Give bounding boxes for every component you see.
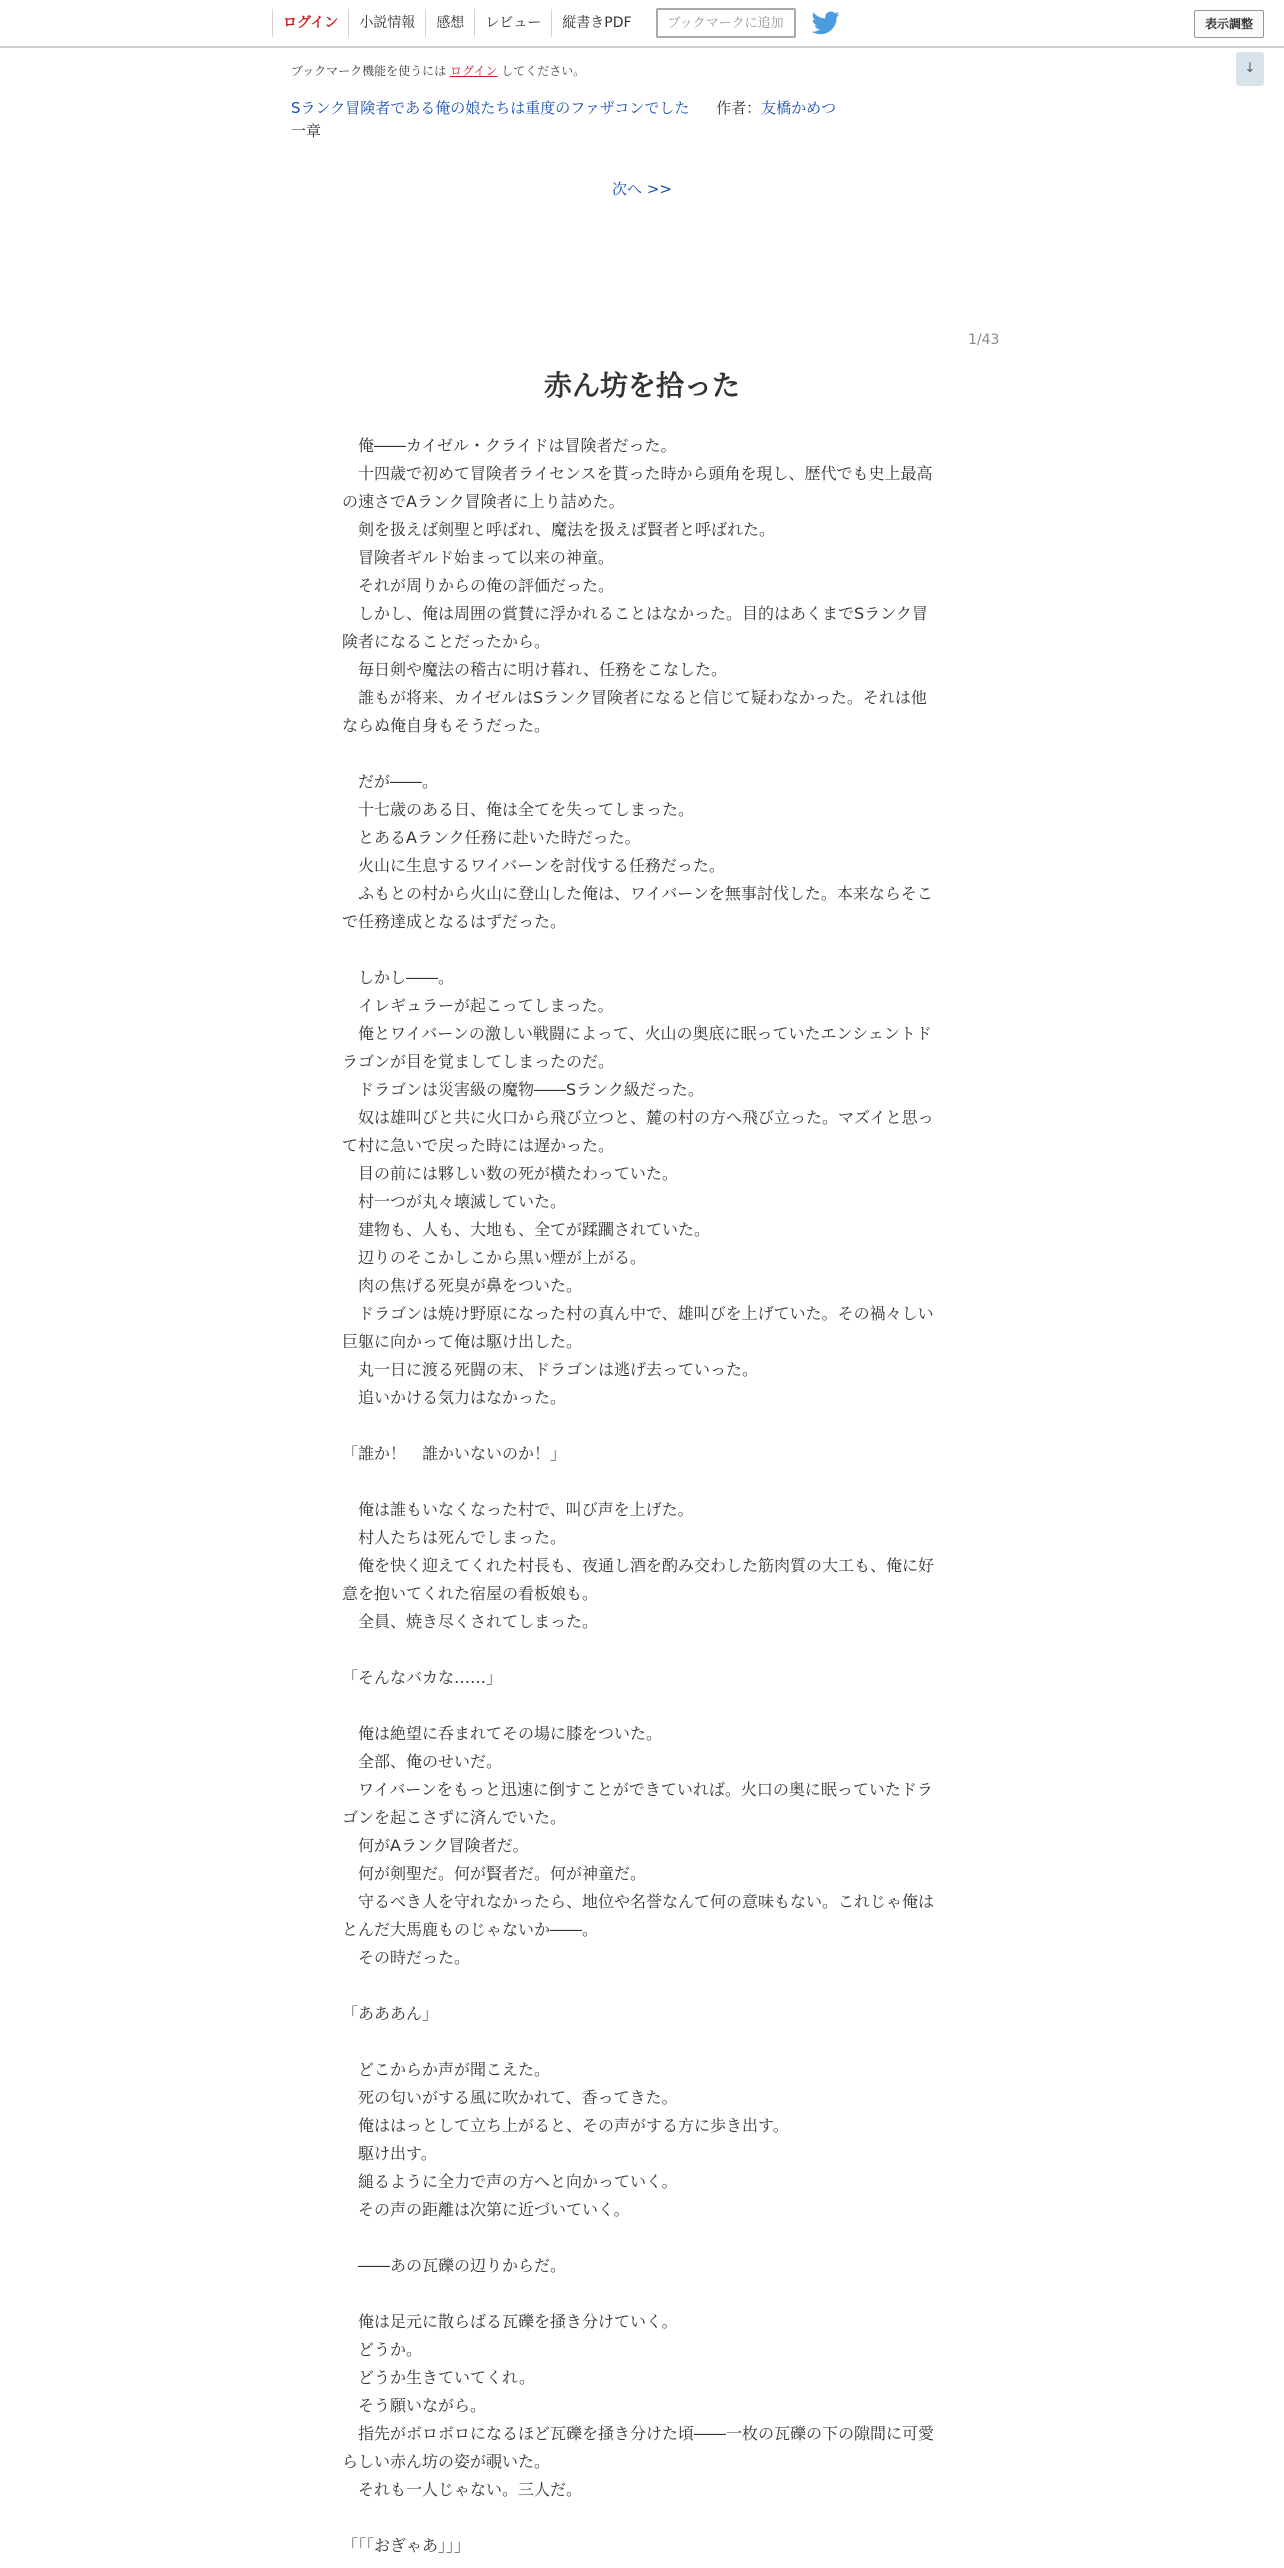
body-line: ドラゴンは災害級の魔物――Sランク級だった。 xyxy=(342,1080,704,1099)
bookmark-notice-prefix: ブックマーク機能を使うには xyxy=(291,64,447,78)
body-line: 俺は足元に散らばる瓦礫を掻き分けていく。 xyxy=(342,2312,678,2331)
body-line xyxy=(342,740,942,768)
body-line: 俺を快く迎えてくれた村長も、夜通し酒を酌み交わした筋肉質の大工も、俺に好 xyxy=(342,1556,935,1575)
body-line: 何が剣聖だ。何が賢者だ。何が神童だ。 xyxy=(342,1864,647,1883)
body-line: その声の距離は次第に近づいていく。 xyxy=(342,2200,630,2219)
body-line: 追いかける気力はなかった。 xyxy=(342,1388,567,1407)
body-line: 意を抱いてくれた宿屋の看板娘も。 xyxy=(342,1584,599,1603)
author-label: 作者： xyxy=(716,99,762,117)
body-line: らしい赤ん坊の姿が覗いた。 xyxy=(342,2452,551,2471)
body-line: の速さでAランク冒険者に上り詰めた。 xyxy=(342,492,625,511)
twitter-bird-svg xyxy=(812,11,840,35)
body-line: 村一つが丸々壊滅していた。 xyxy=(342,1192,567,1211)
body-line: 全員、焼き尽くされてしまった。 xyxy=(342,1612,599,1631)
body-line: 守るべき人を守れなかったら、地位や名誉なんて何の意味もない。これじゃ俺は xyxy=(342,1892,935,1911)
body-line: とんだ大馬鹿ものじゃないか――。 xyxy=(342,1920,599,1939)
body-line: 駆け出す。 xyxy=(342,2144,437,2163)
body-line xyxy=(342,1468,942,1496)
body-line xyxy=(342,1636,942,1664)
body-line: 丸一日に渡る死闘の末、ドラゴンは逃げ去っていった。 xyxy=(342,1360,759,1379)
body-line: 冒険者ギルド始まって以来の神童。 xyxy=(342,548,614,567)
body-line: 十七歳のある日、俺は全てを失ってしまった。 xyxy=(342,800,695,819)
body-line xyxy=(342,1972,942,2000)
body-line: 奴は雄叫びと共に火口から飛び立つと、麓の村の方へ飛び立った。マズイと思っ xyxy=(342,1108,934,1127)
body-line: ならぬ俺自身もそうだった。 xyxy=(342,716,551,735)
body-line: ワイバーンをもっと迅速に倒すことができていれば。火口の奥に眠っていたドラ xyxy=(342,1780,933,1799)
body-line: どうか。 xyxy=(342,2340,423,2359)
body-line xyxy=(342,1412,942,1440)
body-line xyxy=(342,2224,942,2252)
twitter-icon[interactable] xyxy=(812,11,840,35)
series-title-link[interactable]: Sランク冒険者である俺の娘たちは重度のファザコンでした xyxy=(291,99,690,117)
body-line: 剣を扱えば剣聖と呼ばれ、魔法を扱えば賢者と呼ばれた。 xyxy=(342,520,775,539)
body-line xyxy=(342,936,942,964)
body-line: とあるAランク任務に赴いた時だった。 xyxy=(342,828,641,847)
nav-vertical-pdf-link[interactable]: 縦書きPDF xyxy=(551,9,641,37)
add-bookmark-button[interactable]: ブックマークに追加 xyxy=(656,8,796,38)
body-line: 肉の焦げる死臭が鼻をついた。 xyxy=(342,1276,583,1295)
body-line: イレギュラーが起こってしまった。 xyxy=(342,996,614,1015)
body-line: しかし、俺は周囲の賞賛に浮かれることはなかった。目的はあくまでSランク冒 xyxy=(342,604,928,623)
novel-meta xyxy=(291,97,836,118)
body-line: その時だった。 xyxy=(342,1948,471,1967)
body-line: 俺とワイバーンの激しい戦闘によって、火山の奥底に眠っていたエンシェントド xyxy=(342,1024,932,1043)
body-line: 辺りのそこかしこから黒い煙が上がる。 xyxy=(342,1248,647,1267)
page-indicator: 1/43 xyxy=(968,332,1000,348)
novel-body xyxy=(342,432,942,2560)
body-line xyxy=(342,2504,942,2532)
body-line: て村に急いで戻った時には遅かった。 xyxy=(342,1136,615,1155)
body-line: それも一人じゃない。三人だ。 xyxy=(342,2480,583,2499)
body-line: それが周りからの俺の評価だった。 xyxy=(342,576,615,595)
body-line: ふもとの村から火山に登山した俺は、ワイバーンを無事討伐した。本来ならそこ xyxy=(342,884,933,903)
bookmark-notice-login-link[interactable]: ログイン xyxy=(450,64,498,78)
bookmark-notice xyxy=(291,62,585,79)
body-line: 俺ははっとして立ち上がると、その声がする方に歩き出す。 xyxy=(342,2116,789,2135)
body-line: 「あああん」 xyxy=(342,2004,439,2023)
nav-impressions-link[interactable]: 感想 xyxy=(425,9,474,37)
body-line: ゴンを起こさずに済んでいた。 xyxy=(342,1808,567,1827)
body-line: 縋るように全力で声の方へと向かっていく。 xyxy=(342,2172,678,2191)
body-line: しかし――。 xyxy=(342,968,455,987)
chapter-title: 一章 xyxy=(291,122,322,140)
body-line: 何がAランク冒険者だ。 xyxy=(342,1836,529,1855)
body-line: だが――。 xyxy=(342,772,439,791)
nav-novel-info-link[interactable]: 小説情報 xyxy=(348,9,425,37)
body-line: 十四歳で初めて冒険者ライセンスを貰った時から頭角を現し、歴代でも史上最高 xyxy=(342,464,933,483)
body-line xyxy=(342,2028,942,2056)
next-page-link[interactable]: 次へ >> xyxy=(612,180,672,198)
body-line: 俺は誰もいなくなった村で、叫び声を上げた。 xyxy=(342,1500,694,1519)
body-line xyxy=(342,2280,942,2308)
body-line: 険者になることだったから。 xyxy=(342,632,551,651)
body-line: 誰もが将来、カイゼルはSランク冒険者になると信じて疑わなかった。それは他 xyxy=(342,688,927,707)
body-line xyxy=(342,1692,942,1720)
body-line: 死の匂いがする風に吹かれて、香ってきた。 xyxy=(342,2088,678,2107)
body-line: 俺――カイゼル・クライドは冒険者だった。 xyxy=(342,436,677,455)
nav-login-link[interactable]: ログイン xyxy=(272,9,348,37)
main-nav xyxy=(272,0,840,46)
body-line: 俺は絶望に呑まれてその場に膝をついた。 xyxy=(342,1724,663,1743)
body-line: 「「「おぎゃあ」」」 xyxy=(342,2536,471,2555)
body-line: 火山に生息するワイバーンを討伐する任務だった。 xyxy=(342,856,725,875)
body-line: どこからか声が聞こえた。 xyxy=(342,2060,551,2079)
display-settings-button[interactable]: 表示調整 xyxy=(1194,10,1264,38)
body-line: 「そんなバカな……」 xyxy=(342,1668,503,1687)
body-line: で任務達成となるはずだった。 xyxy=(342,912,567,931)
bookmark-notice-suffix: してください。 xyxy=(501,64,586,78)
body-line: ラゴンが目を覚ましてしまったのだ。 xyxy=(342,1052,615,1071)
body-line: そう願いながら。 xyxy=(342,2396,487,2415)
body-line: 指先がボロボロになるほど瓦礫を掻き分けた頃――一枚の瓦礫の下の隙間に可愛 xyxy=(342,2424,935,2443)
top-navigation-bar xyxy=(0,0,1284,48)
body-line: ――あの瓦礫の辺りからだ。 xyxy=(342,2256,567,2275)
body-line: どうか生きていてくれ。 xyxy=(342,2368,535,2387)
scroll-down-arrow-icon[interactable]: ↓ xyxy=(1236,52,1264,86)
body-line: 巨躯に向かって俺は駆け出した。 xyxy=(342,1332,583,1351)
body-line: 建物も、人も、大地も、全てが蹂躙されていた。 xyxy=(342,1220,711,1239)
body-line: ドラゴンは焼け野原になった村の真ん中で、雄叫びを上げていた。その禍々しい xyxy=(342,1304,934,1323)
body-line: 村人たちは死んでしまった。 xyxy=(342,1528,567,1547)
body-line: 「誰か！ 誰かいないのか！」 xyxy=(342,1444,567,1463)
body-line: 全部、俺のせいだ。 xyxy=(342,1752,503,1771)
body-line: 毎日剣や魔法の稽古に明け暮れ、任務をこなした。 xyxy=(342,660,727,679)
body-line: 目の前には夥しい数の死が横たわっていた。 xyxy=(342,1164,678,1183)
author-name-link[interactable]: 友橋かめつ xyxy=(761,99,837,117)
nav-review-link[interactable]: レビュー xyxy=(474,9,551,37)
episode-title: 赤ん坊を拾った xyxy=(543,369,740,402)
